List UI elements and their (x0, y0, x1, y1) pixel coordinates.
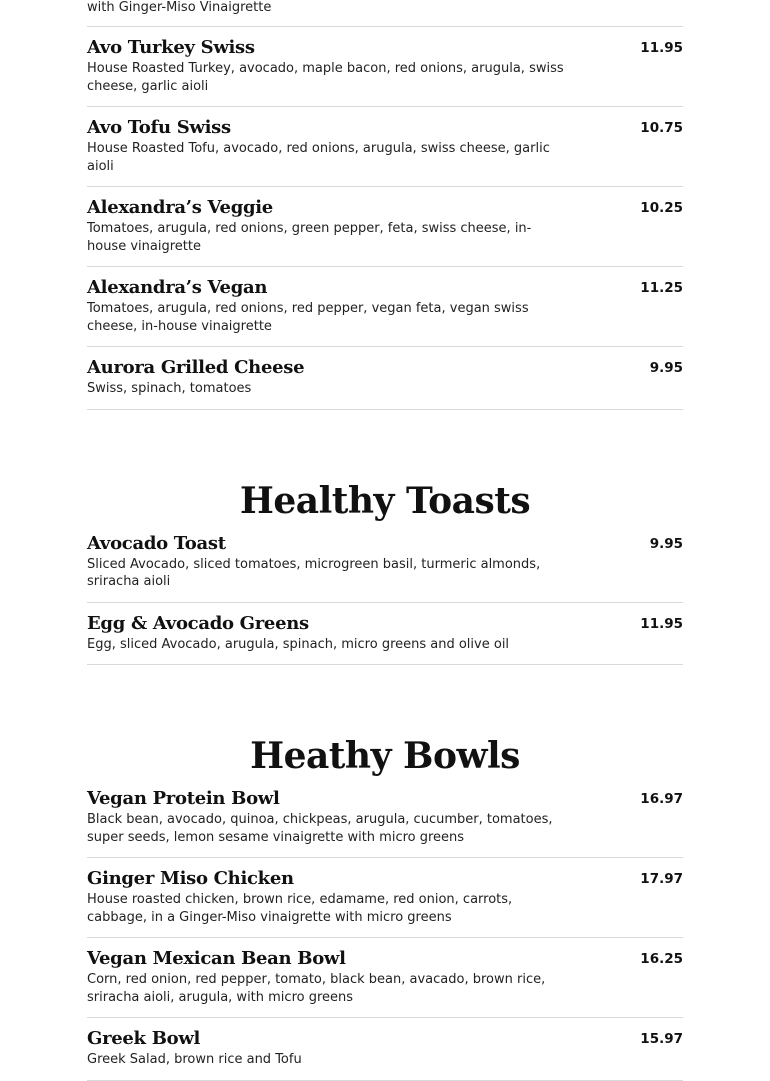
menu-item-name: Avo Tofu Swiss (87, 117, 231, 138)
menu-item-description: Corn, red onion, red pepper, tomato, black bean, avacado, brown rice, sriracha aioli, arugula, with micro greens (87, 972, 546, 1005)
menu-item-price: 11.95 (640, 615, 683, 632)
menu-item-description: Egg, sliced Avocado, arugula, spinach, micro greens and olive oil (87, 636, 510, 652)
menu-item-name: Vegan Protein Bowl (87, 788, 280, 809)
menu-item (87, 858, 683, 938)
menu-item-price: 10.25 (640, 200, 683, 216)
menu-item-name: Alexandra’s Veggie (87, 197, 273, 218)
menu-item (87, 523, 683, 603)
menu-item (87, 778, 683, 858)
menu-item-name: Avo Turkey Swiss (87, 37, 255, 58)
menu-item-name: Ginger Miso Chicken (87, 868, 294, 889)
menu-item-description: with Ginger-Miso Vinaigrette (87, 0, 683, 27)
menu-item (87, 938, 683, 1018)
menu-item-description: Tomatoes, arugula, red onions, red pepper, vegan feta, vegan swiss cheese, in-house vinaigrette (87, 301, 529, 334)
menu-item-description: House roasted chicken, brown rice, edamame, red onion, carrots, cabbage, in a Ginger-Miso vinaigrette with micro greens (87, 892, 513, 925)
menu-item-name: Vegan Mexican Bean Bowl (87, 948, 346, 969)
menu-item (87, 1018, 683, 1081)
menu-item (87, 27, 683, 107)
section-title: Healthy Toasts (239, 479, 531, 522)
menu-item (87, 267, 683, 347)
menu-item-name: Alexandra’s Vegan (87, 277, 268, 298)
menu-item-description: House Roasted Turkey, avocado, maple bacon, red onions, arugula, swiss cheese, garlic aioli (87, 61, 564, 94)
menu-item (87, 347, 683, 410)
menu-item-description: Greek Salad, brown rice and Tofu (87, 1052, 302, 1067)
menu-item-price: 11.95 (640, 40, 683, 56)
menu-item-price: 15.97 (640, 1031, 683, 1047)
menu-item-price: 10.75 (640, 120, 683, 136)
menu-item-description: Black bean, avocado, quinoa, chickpeas, arugula, cucumber, tomatoes, super seeds, lemon sesame vinaigrette with micro greens (87, 812, 553, 845)
menu-item (87, 603, 683, 666)
section-spacer (87, 410, 683, 479)
section-spacer (87, 665, 683, 734)
menu-item-price: 16.97 (640, 791, 683, 807)
menu-item (87, 187, 683, 267)
menu-item-price: 17.97 (640, 871, 683, 887)
bowls-section (87, 734, 683, 1081)
menu-page (87, 0, 683, 1081)
section-title: Heathy Bowls (250, 735, 520, 777)
menu-item-name: Aurora Grilled Cheese (87, 357, 305, 378)
menu-item-name: Avocado Toast (87, 532, 226, 554)
menu-item-price: 16.25 (640, 951, 683, 967)
menu-item-name: Egg & Avocado Greens (87, 612, 309, 634)
menu-item (87, 107, 683, 187)
menu-item-description: Sliced Avocado, sliced tomatoes, microgreen basil, turmeric almonds, sriracha aioli (87, 556, 541, 589)
menu-item-price: 9.95 (649, 535, 683, 552)
menu-item-name: Greek Bowl (87, 1028, 201, 1049)
menu-item-description: Tomatoes, arugula, red onions, green pepper, feta, swiss cheese, in-house vinaigrette (87, 221, 532, 254)
menu-item-description: House Roasted Tofu, avocado, red onions, arugula, swiss cheese, garlic aioli (87, 141, 550, 174)
sandwiches-list (87, 27, 683, 410)
toasts-section (87, 479, 683, 666)
menu-item-description: Swiss, spinach, tomatoes (87, 381, 252, 396)
menu-item-price: 9.95 (649, 360, 683, 376)
menu-item-price: 11.25 (640, 280, 683, 296)
